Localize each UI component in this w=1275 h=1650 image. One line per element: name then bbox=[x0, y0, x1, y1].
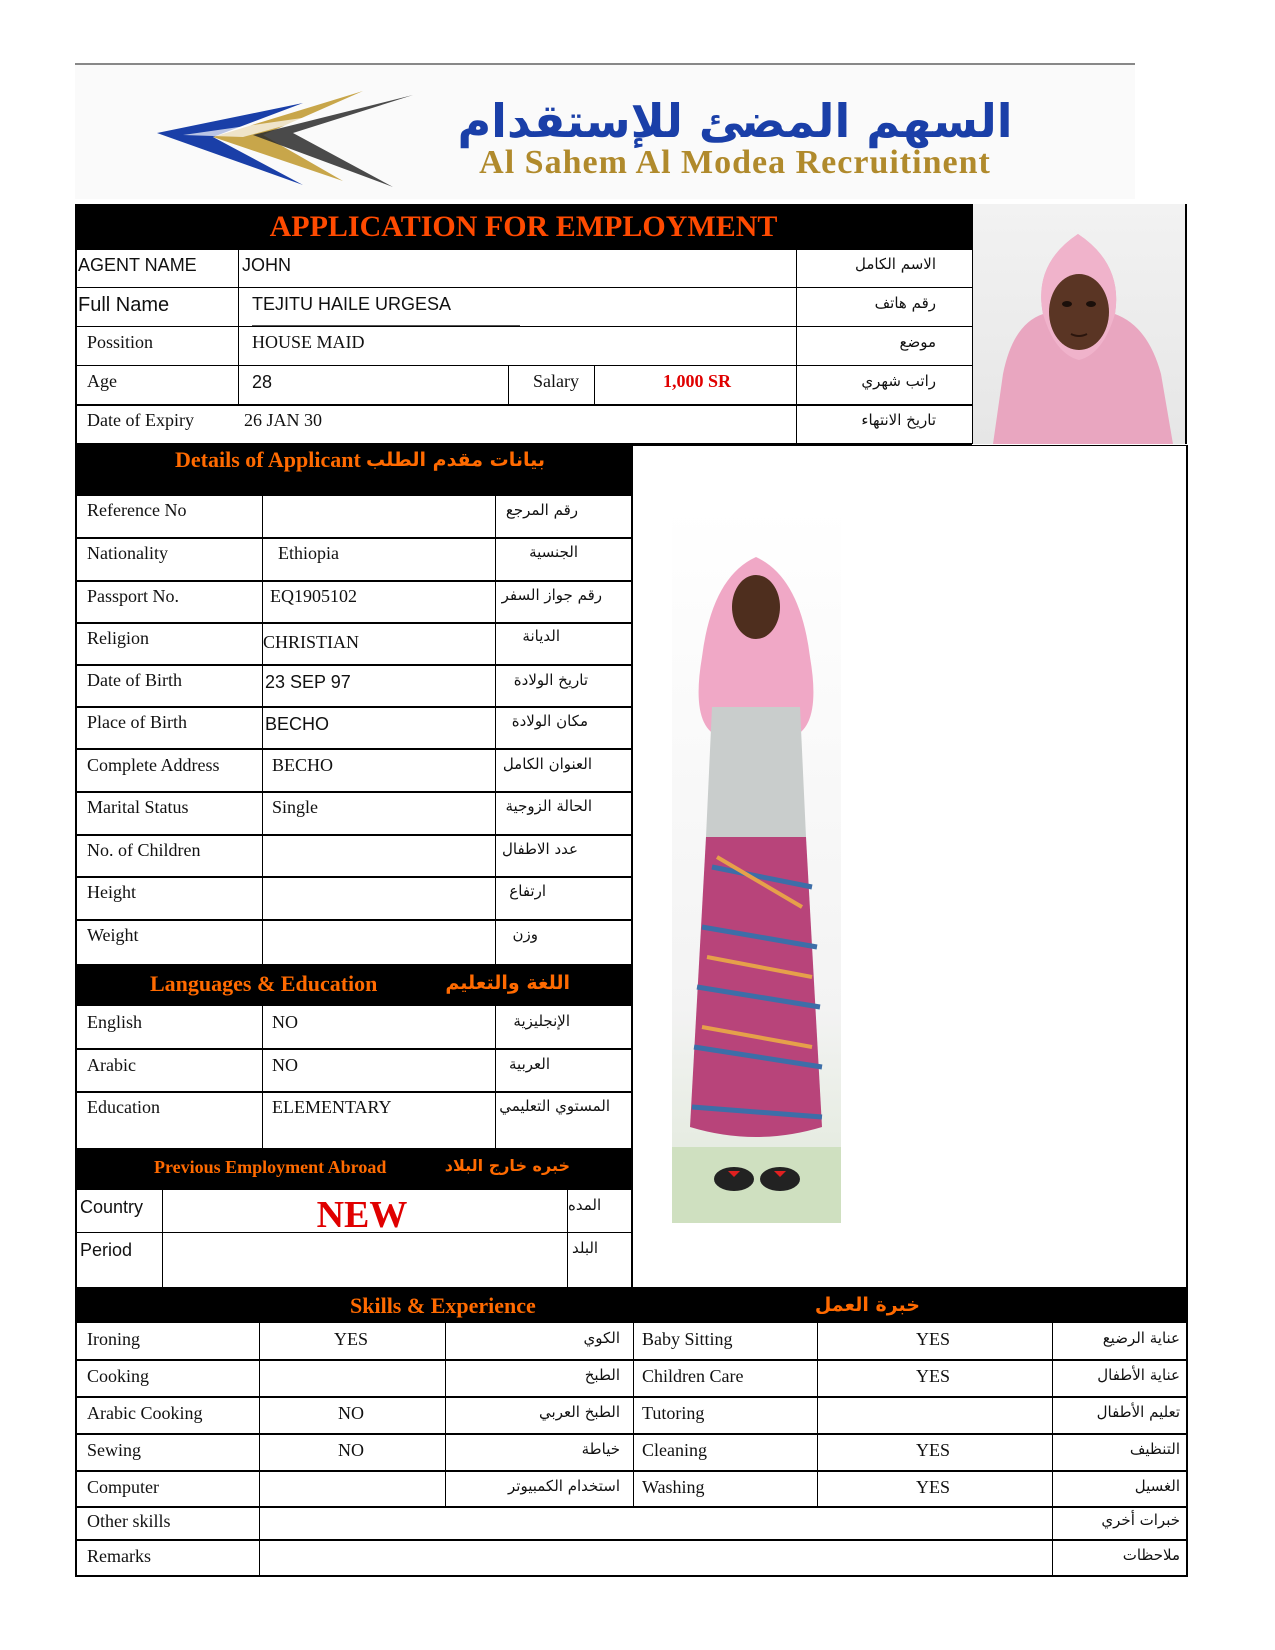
agent-name-label: AGENT NAME bbox=[78, 255, 197, 275]
skill-label-ar: الطبخ bbox=[584, 1366, 620, 1384]
skill-label: Tutoring bbox=[642, 1403, 705, 1423]
details-row-label-ar: تاريخ الولادة bbox=[513, 671, 588, 689]
position-label: Possition bbox=[87, 332, 154, 352]
period-label: Period bbox=[80, 1240, 133, 1260]
details-row-value: 23 SEP 97 bbox=[265, 672, 351, 692]
salary-label-ar: راتب شهري bbox=[861, 372, 936, 390]
skill-label: Children Care bbox=[642, 1366, 744, 1386]
skills-header-bar bbox=[75, 1287, 1188, 1323]
salary-label: Salary bbox=[533, 371, 579, 391]
details-row-value: Ethiopia bbox=[278, 543, 339, 563]
country-label: Country bbox=[80, 1197, 144, 1217]
agent-name-label-ar: الاسم الكامل bbox=[854, 255, 936, 273]
full-name-value: TEJITU HAILE URGESA bbox=[252, 294, 452, 314]
skill-label: Washing bbox=[642, 1477, 705, 1497]
other-skills-label-ar: خبرات أخري bbox=[1101, 1511, 1180, 1529]
details-header-ar: بيانات مقدم الطلب bbox=[366, 449, 545, 471]
company-banner bbox=[75, 63, 1135, 199]
full-name-label-ar: رقم هاتف bbox=[874, 294, 936, 312]
details-row-label: Complete Address bbox=[87, 755, 220, 775]
skill-label-ar: الكوي bbox=[583, 1329, 620, 1347]
language-row-label: Education bbox=[87, 1097, 160, 1117]
details-row-label-ar: مكان الولادة bbox=[511, 712, 588, 730]
skill-value: YES bbox=[915, 1329, 950, 1349]
language-row-value: NO bbox=[272, 1012, 298, 1032]
details-row-label-ar: الديانة bbox=[522, 627, 560, 645]
language-row-value: ELEMENTARY bbox=[272, 1097, 392, 1117]
expiry-label: Date of Expiry bbox=[87, 410, 194, 430]
remarks-label-ar: ملاحظات bbox=[1122, 1546, 1180, 1564]
skill-value: NO bbox=[338, 1403, 364, 1423]
period-label-ar: البلد bbox=[572, 1239, 599, 1257]
details-row-label: Weight bbox=[87, 925, 139, 945]
skill-label: Computer bbox=[87, 1477, 159, 1497]
full-name-label: Full Name bbox=[78, 294, 170, 316]
skill-label-ar: التنظيف bbox=[1129, 1440, 1180, 1458]
details-row-label-ar: رقم المرجع bbox=[505, 501, 578, 519]
skill-label: Baby Sitting bbox=[642, 1329, 733, 1349]
details-row-label-ar: وزن bbox=[512, 925, 538, 943]
previous-header-en: Previous Employment Abroad bbox=[154, 1157, 387, 1177]
language-row-label-ar: العربية bbox=[509, 1055, 550, 1073]
details-row-label: Date of Birth bbox=[87, 670, 182, 690]
details-row-label: Nationality bbox=[87, 543, 168, 563]
expiry-value: 26 JAN 30 bbox=[244, 410, 323, 430]
details-row-label-ar: رقم جواز السفر bbox=[501, 586, 602, 604]
details-row-label: Reference No bbox=[87, 500, 187, 520]
company-name-english: Al Sahem Al Modea Recruitinent bbox=[479, 144, 991, 181]
details-row-value: BECHO bbox=[272, 755, 334, 775]
skill-label-ar: الطبخ العربي bbox=[539, 1403, 620, 1421]
details-row-label: Religion bbox=[87, 628, 149, 648]
age-label: Age bbox=[87, 371, 117, 391]
details-row-value: CHRISTIAN bbox=[263, 632, 360, 652]
skill-label-ar: عناية الأطفال bbox=[1097, 1366, 1180, 1384]
details-row-label: No. of Children bbox=[87, 840, 201, 860]
details-row-label-ar: ارتفاع bbox=[509, 882, 546, 900]
agent-name-value: JOHN bbox=[242, 255, 291, 275]
skill-value: YES bbox=[915, 1366, 950, 1386]
language-row-label: Arabic bbox=[87, 1055, 136, 1075]
details-row-value: EQ1905102 bbox=[270, 586, 357, 606]
remarks-label: Remarks bbox=[87, 1546, 151, 1566]
skill-label: Cooking bbox=[87, 1366, 150, 1386]
skill-value: NO bbox=[338, 1440, 364, 1460]
languages-header-ar: اللغة والتعليم bbox=[445, 972, 570, 994]
country-label-ar: المده bbox=[568, 1196, 602, 1214]
skill-label-ar: استخدام الكمبيوتر bbox=[508, 1477, 620, 1495]
language-row-value: NO bbox=[272, 1055, 298, 1075]
portrait-photo bbox=[973, 204, 1187, 444]
language-row-label-ar: الإنجليزية bbox=[513, 1012, 570, 1030]
expiry-label-ar: تاريخ الانتهاء bbox=[861, 411, 936, 429]
details-header-en: Details of Applicant bbox=[175, 447, 361, 472]
details-row-label: Height bbox=[87, 882, 136, 902]
full-body-photo bbox=[672, 507, 841, 1223]
details-row-value: Single bbox=[272, 797, 319, 817]
position-label-ar: موضع bbox=[899, 333, 936, 351]
skill-label-ar: عناية الرضيع bbox=[1102, 1329, 1180, 1347]
skill-value: YES bbox=[333, 1329, 368, 1349]
previous-employment-value: NEW bbox=[316, 1194, 408, 1236]
previous-header-ar: خبره خارج البلاد bbox=[444, 1156, 570, 1175]
details-row-label: Place of Birth bbox=[87, 712, 187, 732]
skill-label: Arabic Cooking bbox=[87, 1403, 203, 1423]
salary-value: 1,000 SR bbox=[662, 371, 731, 391]
language-row-label-ar: المستوي التعليمي bbox=[499, 1097, 610, 1115]
details-row-label-ar: الحالة الزوجية bbox=[505, 797, 592, 815]
other-skills-label: Other skills bbox=[87, 1511, 171, 1531]
age-value: 28 bbox=[252, 372, 273, 392]
skill-label-ar: خياطة bbox=[581, 1440, 620, 1458]
company-name-arabic: السهم المضئ للإستقدام bbox=[457, 94, 1013, 148]
position-value: HOUSE MAID bbox=[252, 332, 365, 352]
skill-value: YES bbox=[915, 1440, 950, 1460]
details-row-label-ar: الجنسية bbox=[529, 543, 578, 561]
skills-header-en: Skills & Experience bbox=[350, 1293, 536, 1318]
details-row-label-ar: عدد الاطفال bbox=[502, 840, 578, 858]
skills-header-ar: خبرة العمل bbox=[814, 1294, 920, 1316]
form-title: APPLICATION FOR EMPLOYMENT bbox=[269, 210, 778, 243]
details-row-label-ar: العنوان الكامل bbox=[502, 755, 592, 773]
details-row-label: Passport No. bbox=[87, 586, 180, 606]
details-row-value: BECHO bbox=[265, 714, 330, 734]
skill-label: Cleaning bbox=[642, 1440, 707, 1460]
skill-label-ar: الغسيل bbox=[1134, 1477, 1180, 1495]
skill-label: Ironing bbox=[87, 1329, 140, 1349]
skill-label: Sewing bbox=[87, 1440, 141, 1460]
details-row-label: Marital Status bbox=[87, 797, 189, 817]
skill-label-ar: تعليم الأطفال bbox=[1096, 1403, 1180, 1421]
languages-header-en: Languages & Education bbox=[150, 971, 378, 996]
skill-value: YES bbox=[915, 1477, 950, 1497]
language-row-label: English bbox=[87, 1012, 143, 1032]
